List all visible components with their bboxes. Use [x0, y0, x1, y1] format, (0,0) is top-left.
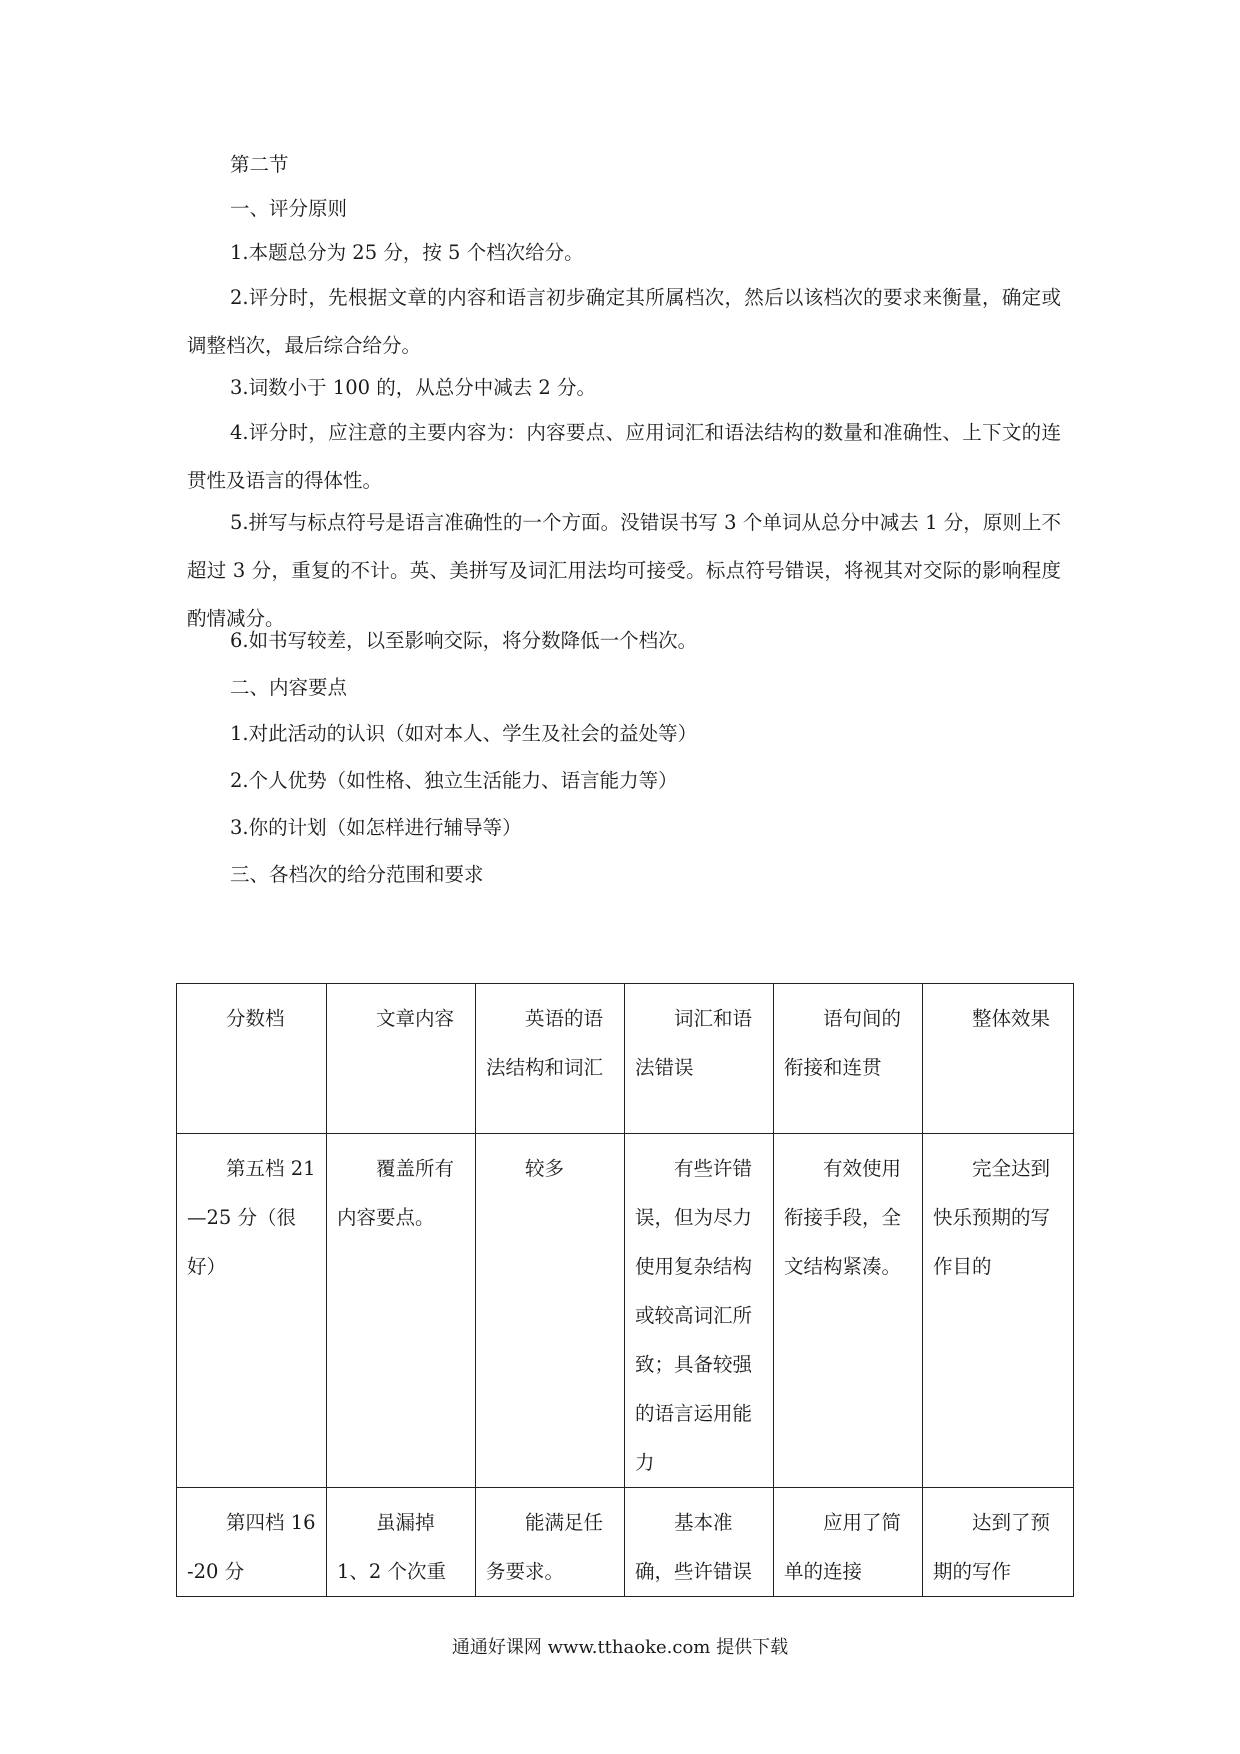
- part2-title: 二、内容要点: [230, 676, 348, 699]
- table-cell: 应用了简单的连接: [774, 1488, 923, 1597]
- table-header-cell: 分数档: [177, 984, 327, 1134]
- table-header-cell: 词汇和语法错误: [625, 984, 774, 1134]
- table-cell: 有效使用衔接手段，全文结构紧凑。: [774, 1134, 923, 1488]
- rule-5: 5.拼写与标点符号是语言准确性的一个方面。没错误书写 3 个单词从总分中减去 1 分，原则上不超过 3 分，重复的不计。英、美拼写及词汇用法均可接受。标点符号错误，将视其对交际的影响程度酌情减分。: [187, 511, 1061, 630]
- rule-3: 3.词数小于 100 的，从总分中减去 2 分。: [230, 376, 597, 399]
- table-cell: 虽漏掉 1、2 个次重: [327, 1488, 476, 1597]
- part1-title: 一、评分原则: [230, 197, 348, 220]
- table-header-cell: 语句间的衔接和连贯: [774, 984, 923, 1134]
- table-cell: 第四档 16-20 分: [177, 1488, 327, 1597]
- point-3: 3.你的计划（如怎样进行辅导等）: [230, 816, 522, 839]
- table-header-cell: 文章内容: [327, 984, 476, 1134]
- table-cell: 基本准确，些许错误: [625, 1488, 774, 1597]
- table-row: [177, 1488, 1074, 1597]
- table-cell: 第五档 21—25 分（很好）: [177, 1134, 327, 1488]
- page-footer: 通通好课网 www.tthaoke.com 提供下载: [451, 1637, 789, 1658]
- rule-1: 1.本题总分为 25 分，按 5 个档次给分。: [230, 241, 584, 264]
- table-cell: 完全达到快乐预期的写作目的: [923, 1134, 1074, 1488]
- table-cell: 较多: [476, 1134, 625, 1488]
- table-row: [177, 1134, 1074, 1488]
- rule-4: 4.评分时，应注意的主要内容为：内容要点、应用词汇和语法结构的数量和准确性、上下文的连贯性及语言的得体性。: [187, 421, 1061, 492]
- table-header-cell: 英语的语法结构和词汇: [476, 984, 625, 1134]
- rule-2: 2.评分时，先根据文章的内容和语言初步确定其所属档次，然后以该档次的要求来衡量，确定或调整档次，最后综合给分。: [187, 286, 1061, 357]
- point-1: 1.对此活动的认识（如对本人、学生及社会的益处等）: [230, 722, 698, 745]
- grading-table: [176, 983, 1074, 1597]
- table-header-cell: 整体效果: [923, 984, 1074, 1134]
- table-cell: 覆盖所有内容要点。: [327, 1134, 476, 1488]
- section-heading: 第二节: [230, 153, 289, 176]
- table-cell: 能满足任务要求。: [476, 1488, 625, 1597]
- table-cell: 达到了预期的写作: [923, 1488, 1074, 1597]
- part3-title: 三、各档次的给分范围和要求: [230, 863, 484, 886]
- table-cell: 有些许错误，但为尽力使用复杂结构或较高词汇所致；具备较强的语言运用能力: [625, 1134, 774, 1488]
- rule-6: 6.如书写较差，以至影响交际，将分数降低一个档次。: [230, 629, 698, 652]
- table-header-row: [177, 984, 1074, 1134]
- point-2: 2.个人优势（如性格、独立生活能力、语言能力等）: [230, 769, 678, 792]
